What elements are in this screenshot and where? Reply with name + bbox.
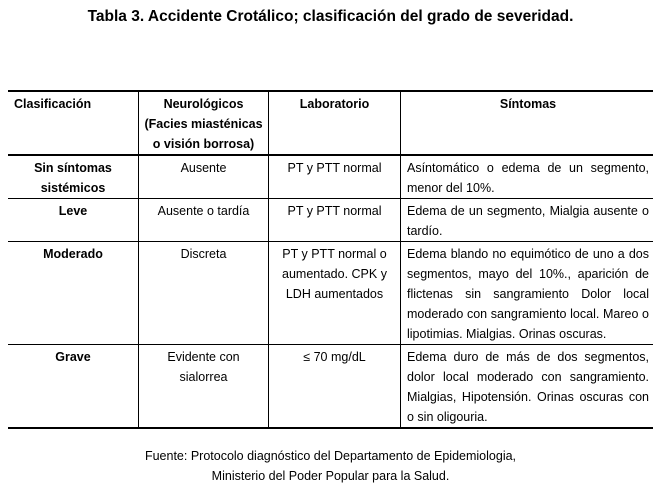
- cell-clasificacion: Sin síntomas sistémicos: [8, 155, 139, 199]
- cell-laboratorio: PT y PTT normal o aumentado. CPK y LDH aumentados: [269, 242, 401, 345]
- source-line-1: Fuente: Protocolo diagnóstico del Departamento de Epidemiologia,: [144, 449, 517, 463]
- cell-laboratorio: PT y PTT normal: [269, 199, 401, 242]
- source-line-2: Ministerio del Poder Popular para la Salud.: [211, 469, 450, 483]
- cell-laboratorio: PT y PTT normal: [269, 155, 401, 199]
- cell-sintomas: Edema blando no equimótico de uno a dos segmentos, mayo del 10%., aparición de flictenas sin sangramiento Dolor local moderado con sangramiento local. Mareo o lipotimias. Mialgias. Orinas oscuras.: [401, 242, 654, 345]
- header-clasificacion: Clasificación: [8, 91, 139, 155]
- cell-neurologicos: Discreta: [139, 242, 269, 345]
- cell-sintomas: Asíntomático o edema de un segmento, menor del 10%.: [401, 155, 654, 199]
- table-header-row: [8, 91, 653, 155]
- header-laboratorio: Laboratorio: [269, 91, 401, 155]
- cell-sintomas: Edema de un segmento, Mialgia ausente o tardío.: [401, 199, 654, 242]
- table-row: [8, 345, 653, 429]
- cell-neurologicos: Ausente: [139, 155, 269, 199]
- cell-sintomas: Edema duro de más de dos segmentos, dolor local moderado con sangramiento. Mialgias, Hipotensión. Orinas oscuras con o sin oligouria.: [401, 345, 654, 429]
- table-row: [8, 242, 653, 345]
- cell-neurologicos: Evidente con sialorrea: [139, 345, 269, 429]
- cell-clasificacion: Leve: [8, 199, 139, 242]
- header-neurologicos: Neurológicos (Facies miasténicas o visión borrosa): [139, 91, 269, 155]
- table-title: Tabla 3. Accidente Crotálico; clasificación del grado de severidad.: [87, 8, 574, 25]
- source-note: [0, 446, 661, 486]
- severity-table: [8, 90, 653, 429]
- cell-clasificacion: Moderado: [8, 242, 139, 345]
- table-row: [8, 155, 653, 199]
- header-sintomas: Síntomas: [401, 91, 654, 155]
- cell-neurologicos: Ausente o tardía: [139, 199, 269, 242]
- table-row: [8, 199, 653, 242]
- cell-laboratorio: ≤ 70 mg/dL: [269, 345, 401, 429]
- cell-clasificacion: Grave: [8, 345, 139, 429]
